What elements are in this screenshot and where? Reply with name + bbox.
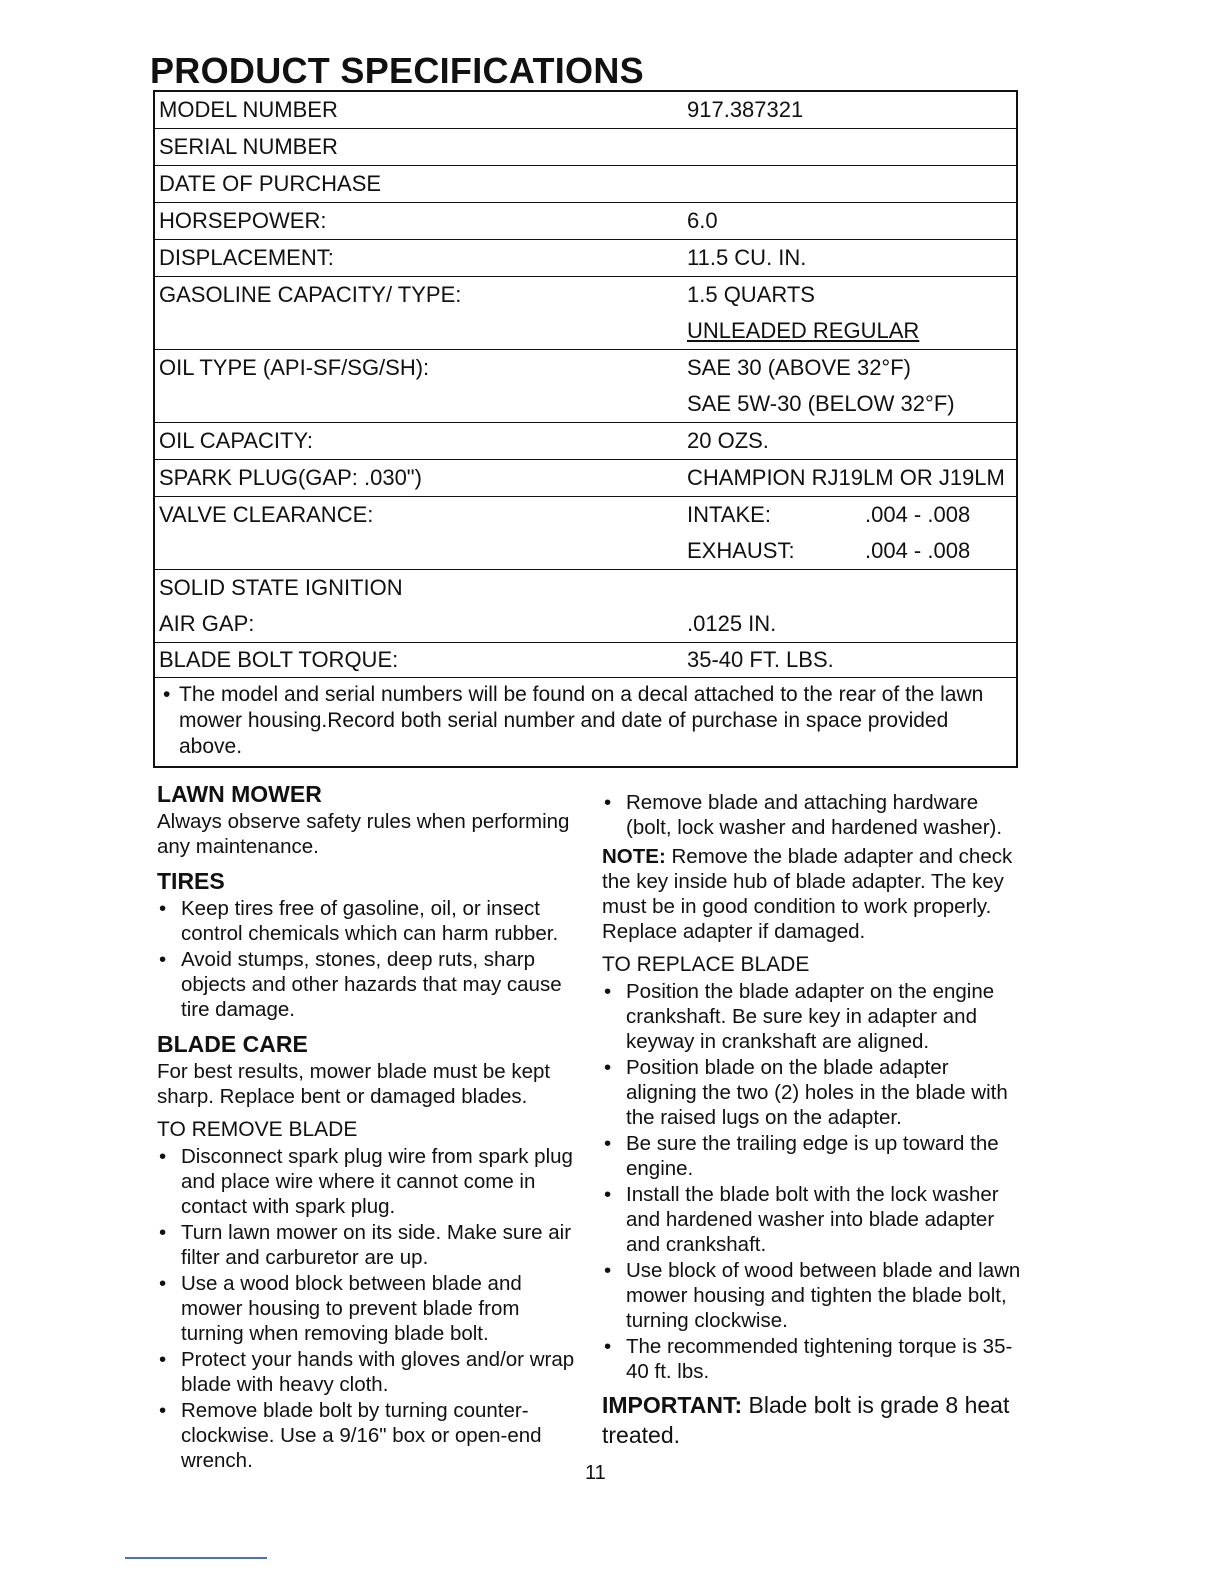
- list-item: [157, 1398, 587, 1473]
- list-item: [157, 947, 587, 1022]
- list-item: [157, 1271, 587, 1346]
- lawn-mower-heading: LAWN MOWER: [157, 781, 322, 807]
- bullet: •: [604, 1335, 612, 1358]
- important-text: Blade bolt is grade 8 heat treated.: [602, 1392, 1010, 1448]
- spec-label: BLADE BOLT TORQUE:: [159, 647, 399, 672]
- list-item-text: Disconnect spark plug wire from spark plug and place wire where it cannot come in contact with spark plug.: [181, 1145, 573, 1218]
- spec-row-displacement: [155, 240, 1016, 277]
- lawn-mower-text: Always observe safety rules when performing any maintenance.: [157, 810, 570, 858]
- divider: [125, 1557, 267, 1559]
- list-item-text: Position the blade adapter on the engine crankshaft. Be sure key in adapter and keyway in crankshaft are aligned.: [626, 980, 995, 1053]
- list-item-text: Position blade on the blade adapter aligning the two (2) holes in the blade with the raised lugs on the adapter.: [626, 1056, 1008, 1129]
- bullet: •: [159, 1348, 167, 1371]
- list-item: [602, 1131, 1022, 1181]
- important-note: [602, 1390, 1022, 1450]
- list-item: [157, 1220, 587, 1270]
- spec-value: 917.387321: [687, 97, 804, 122]
- spec-label: MODEL NUMBER: [159, 97, 338, 122]
- page-title: PRODUCT SPECIFICATIONS: [150, 50, 644, 91]
- list-item: [602, 979, 1022, 1054]
- note-label: NOTE:: [602, 845, 666, 868]
- specifications-table: [153, 90, 1018, 768]
- spec-label: SOLID STATE IGNITION: [159, 575, 403, 600]
- right-column: [602, 790, 1022, 1450]
- bullet: •: [159, 1399, 167, 1422]
- tires-list: [157, 896, 587, 1022]
- spec-row-blade-bolt-torque: [155, 643, 1016, 678]
- spec-value: 1.5 QUARTS: [687, 282, 815, 307]
- spec-label: VALVE CLEARANCE:: [159, 502, 374, 527]
- spec-note-text: The model and serial numbers will be found on a decal attached to the rear of the lawn mower housing.Record both serial number and date of purchase in space provided above.: [179, 683, 984, 758]
- spec-row-date-of-purchase: [155, 166, 1016, 203]
- tires-heading: TIRES: [157, 868, 225, 894]
- spec-row-ignition: [155, 570, 1016, 643]
- list-item-text: Turn lawn mower on its side. Make sure air filter and carburetor are up.: [181, 1221, 572, 1269]
- spec-row-gasoline: [155, 277, 1016, 350]
- spec-label: OIL TYPE (API-SF/SG/SH):: [159, 355, 430, 380]
- blade-adapter-note: [602, 844, 1022, 944]
- replace-blade-heading: TO REPLACE BLADE: [602, 953, 810, 976]
- spec-value: 11.5 CU. IN.: [687, 245, 807, 270]
- list-item: [602, 1182, 1022, 1257]
- list-item-text: The recommended tightening torque is 35-40 ft. lbs.: [626, 1335, 1013, 1383]
- list-item-text: Protect your hands with gloves and/or wrap blade with heavy cloth.: [181, 1348, 575, 1396]
- spec-label: HORSEPOWER:: [159, 208, 327, 233]
- spec-value: .004 - .008: [865, 502, 971, 527]
- bullet: •: [604, 1183, 612, 1206]
- spec-value: 20 OZS.: [687, 428, 769, 453]
- bullet: •: [159, 948, 167, 971]
- list-item: [602, 1055, 1022, 1130]
- remove-blade-list-continued: [602, 790, 1022, 840]
- spec-value: SAE 30 (ABOVE 32°F): [687, 355, 911, 380]
- list-item-text: Use block of wood between blade and lawn mower housing and tighten the blade bolt, turning clockwise.: [626, 1259, 1021, 1332]
- spec-label: OIL CAPACITY:: [159, 428, 314, 453]
- spec-row-valve-clearance: [155, 497, 1016, 570]
- list-item-text: Remove blade bolt by turning counter-clockwise. Use a 9/16" box or open-end wrench.: [181, 1399, 542, 1472]
- spec-label: GASOLINE CAPACITY/ TYPE:: [159, 282, 462, 307]
- spec-value: .0125 IN.: [687, 611, 777, 636]
- list-item: [602, 1258, 1022, 1333]
- spec-value: 6.0: [687, 208, 718, 233]
- spec-label: SERIAL NUMBER: [159, 134, 338, 159]
- list-item: [602, 1334, 1022, 1384]
- spec-label: DISPLACEMENT:: [159, 245, 334, 270]
- spec-note: [155, 678, 1016, 766]
- spec-value: 35-40 FT. LBS.: [687, 647, 834, 672]
- list-item-text: Avoid stumps, stones, deep ruts, sharp objects and other hazards that may cause tire damage.: [181, 948, 562, 1021]
- bullet: •: [163, 683, 171, 706]
- spec-row-spark-plug: [155, 460, 1016, 497]
- spec-row-horsepower: [155, 203, 1016, 240]
- bullet: •: [604, 1259, 612, 1282]
- list-item: [157, 1347, 587, 1397]
- page-number: 11: [585, 1462, 606, 1484]
- list-item: [157, 1144, 587, 1219]
- spec-value: EXHAUST:: [687, 538, 795, 563]
- left-column: [157, 782, 587, 1474]
- spec-value: .004 - .008: [865, 538, 971, 563]
- blade-care-heading: BLADE CARE: [157, 1031, 308, 1057]
- bullet: •: [604, 791, 612, 814]
- list-item-text: Use a wood block between blade and mower housing to prevent blade from turning when removing blade bolt.: [181, 1272, 522, 1345]
- bullet: •: [604, 1056, 612, 1079]
- remove-blade-heading: TO REMOVE BLADE: [157, 1118, 358, 1141]
- bullet: •: [604, 1132, 612, 1155]
- bullet: •: [159, 1145, 167, 1168]
- remove-blade-list: [157, 1144, 587, 1473]
- list-item-text: Install the blade bolt with the lock washer and hardened washer into blade adapter and crankshaft.: [626, 1183, 999, 1256]
- bullet: •: [159, 1221, 167, 1244]
- important-label: IMPORTANT:: [602, 1392, 743, 1418]
- spec-value: UNLEADED REGULAR: [687, 318, 920, 343]
- list-item-text: Keep tires free of gasoline, oil, or insect control chemicals which can harm rubber.: [181, 897, 559, 945]
- replace-blade-list: [602, 979, 1022, 1384]
- spec-label: SPARK PLUG(GAP: .030"): [159, 465, 422, 490]
- bullet: •: [159, 897, 167, 920]
- bullet: •: [604, 980, 612, 1003]
- spec-row-oil-capacity: [155, 423, 1016, 460]
- blade-care-text: For best results, mower blade must be kept sharp. Replace bent or damaged blades.: [157, 1060, 551, 1108]
- spec-value: CHAMPION RJ19LM OR J19LM: [687, 465, 1005, 490]
- spec-row-serial-number: [155, 129, 1016, 166]
- spec-value: INTAKE:: [687, 502, 771, 527]
- spec-label: DATE OF PURCHASE: [159, 171, 382, 196]
- list-item: [157, 896, 587, 946]
- spec-row-model-number: [155, 92, 1016, 129]
- list-item: [602, 790, 1022, 840]
- list-item-text: Be sure the trailing edge is up toward the engine.: [626, 1132, 999, 1180]
- spec-row-oil-type: [155, 350, 1016, 423]
- list-item-text: Remove blade and attaching hardware (bolt, lock washer and hardened washer).: [626, 791, 1003, 839]
- spec-label: AIR GAP:: [159, 611, 255, 636]
- bullet: •: [159, 1272, 167, 1295]
- note-text: Remove the blade adapter and check the key inside hub of blade adapter. The key must be in good condition to work properly. Replace adapter if damaged.: [602, 845, 1013, 943]
- spec-value: SAE 5W-30 (BELOW 32°F): [687, 391, 955, 416]
